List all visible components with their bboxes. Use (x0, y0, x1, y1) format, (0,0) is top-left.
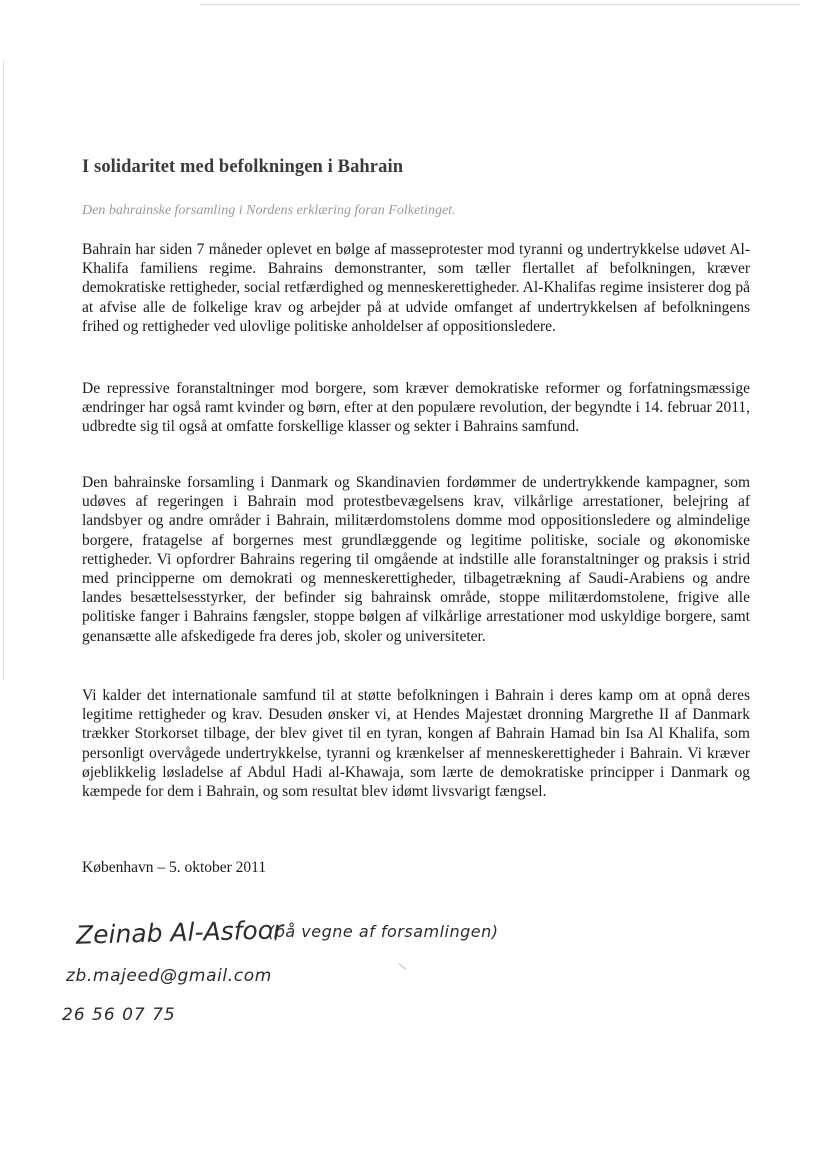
dateline: København – 5. oktober 2011 (82, 859, 267, 876)
scan-edge-left (3, 60, 4, 680)
paragraph-text: De repressive foranstaltninger mod borgere, som kræver demokratiske reformer og forfatningsmæssige ændringer har også ramt kvinder og børn, efter at den populære revolution, der begyndte i 14. februar 2011, udbredte sig til også at omfatte forskellige klasser og sekter i Bahrains samfund. (82, 380, 750, 436)
paragraph-text: Den bahrainske forsamling i Danmark og Skandinavien fordømmer de undertrykkende kampagner, som udøves af regeringen i Bahrain mod protestbevægelsens krav, vilkårlige arrestationer, belejring af landsbyer og andre områder i Bahrain, militærdomstolens domme mod oppositionsledere og almindelige borgere, fratagelse af borgernes mest grundlæggende og legitime politiske, sociale og økonomiske rettigheder. Vi opfordrer Bahrains regering til omgående at indstille alle foranstaltninger og praksis i strid med principperne om demokrati og menneskerettigheder, tilbagetrækning af Saudi-Arabiens og andre landes besættelsesstyrker, der befinder sig bahrainsk område, stoppe militærdomstolene, frigive alle politiske fanger i Bahrains fængsler, stoppe bølgen af vilkårlige arrestationer mod uskyldige borgere, samt genansætte alle afskedigede fra deres job, skoler og universiteter. (82, 474, 750, 645)
paragraph-1 (82, 240, 750, 336)
signature-name: Zeinab Al-Asfoor (75, 915, 284, 950)
paragraph-text: Vi kalder det internationale samfund til at støtte befolkningen i Bahrain i deres kamp om at opnå deres legitime rettigheder og krav. Desuden ønsker vi, at Hendes Majestæt dronning Margrethe II af Danmark trækker Storkorset tilbage, der blev givet til en tyran, kongen af Bahrain Hamad bin Isa Al Khalifa, som personligt overvågede undertrykkelse, tyranni og krænkelser af menneskerettigheder i Bahrain. Vi kræver øjeblikkelig løsladelse af Abdul Hadi al-Khawaja, som lærte de demokratiske principper i Danmark og kæmpede for dem i Bahrain, og som resultat blev idømt livsvarigt fængsel. (82, 687, 750, 801)
document-title: I solidaritet med befolkningen i Bahrain (82, 157, 404, 177)
signature-phone: 26 56 07 75 (62, 1005, 176, 1025)
paragraph-4 (82, 686, 750, 801)
pen-mark (399, 963, 407, 970)
paragraph-3 (82, 473, 750, 646)
document-subtitle: Den bahrainske forsamling i Nordens erklæring foran Folketinget. (82, 203, 456, 218)
scan-edge-top (200, 4, 800, 5)
signature-email: zb.majeed@gmail.com (66, 966, 272, 986)
paragraph-text: Bahrain har siden 7 måneder oplevet en bølge af masseprotester mod tyranni og undertrykkelse udøvet Al-Khalifa familiens regime. Bahrains demonstranter, som tæller flertallet af befolkningen, kræver demokratiske rettigheder, social retfærdighed og menneskerettigheder. Al-Khalifas regime insisterer dog på at afvise alle de folkelige krav og arbejder på at udvide omfanget af undertrykkelsen af befolkningens frihed og rettigheder ved ulovlige politiske anholdelser af oppositionsledere. (82, 241, 750, 335)
signature-note: (på vegne af forsamlingen) (268, 922, 499, 941)
paragraph-2 (82, 379, 750, 437)
